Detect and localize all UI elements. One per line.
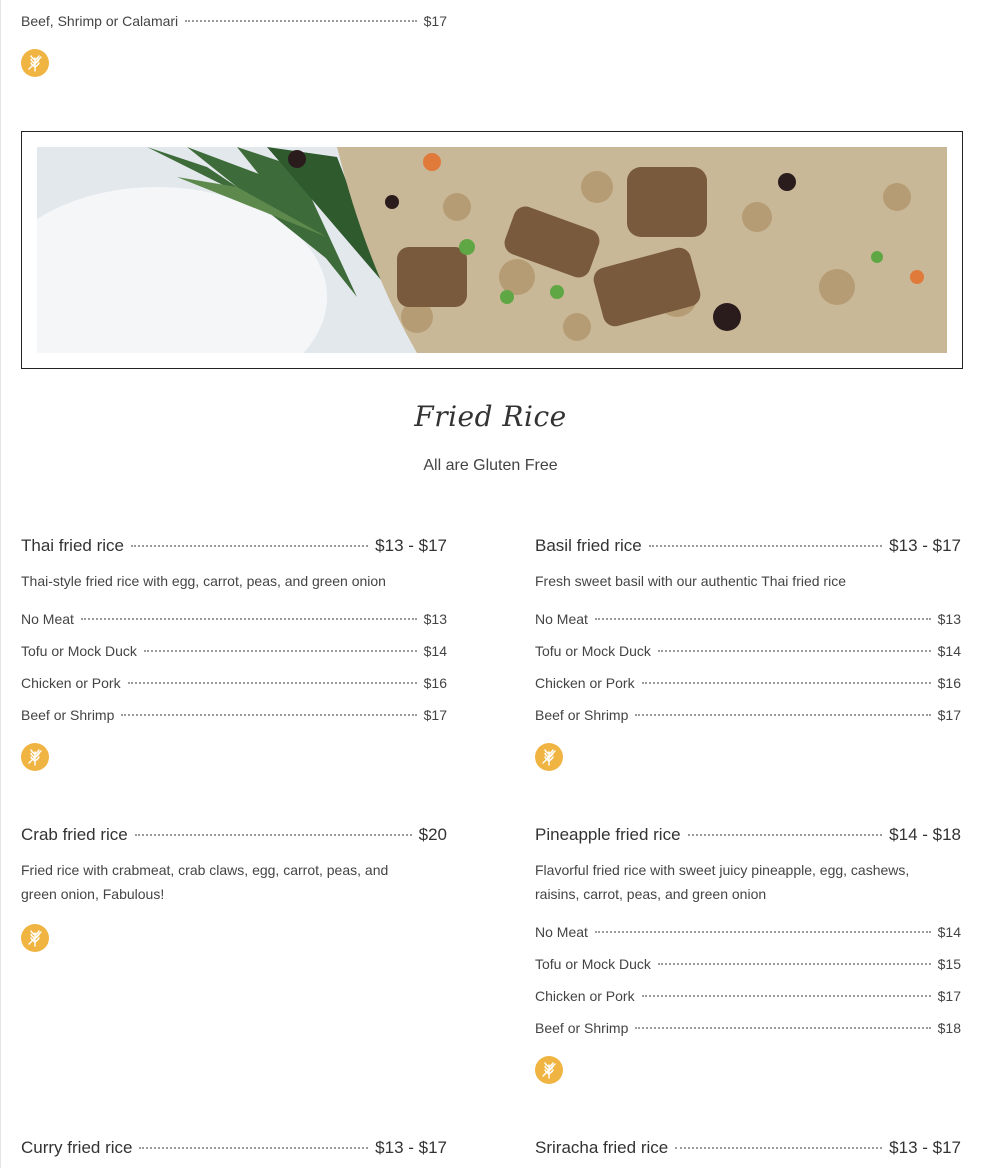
- option-name: Tofu or Mock Duck: [535, 956, 651, 972]
- dish-price: $13 - $17: [889, 1138, 961, 1157]
- menu-option-row: [535, 643, 961, 659]
- option-price: $17: [937, 988, 961, 1004]
- dot-leader: [635, 1027, 930, 1029]
- menu-option-row: [535, 988, 961, 1004]
- dish-heading: [535, 536, 961, 556]
- wheat-icon: [21, 743, 49, 771]
- dish-description: Fried rice with crabmeat, crab claws, egg, carrot, peas, and green onion, Fabulous!: [21, 862, 389, 902]
- dot-leader: [595, 618, 931, 620]
- option-name: Chicken or Pork: [535, 988, 635, 1004]
- section-title: Fried Rice: [414, 400, 567, 433]
- option-name: Chicken or Pork: [535, 675, 635, 691]
- option-price: $17: [937, 707, 961, 723]
- menu-option-row: [535, 956, 961, 972]
- dish-price: $14 - $18: [889, 825, 961, 844]
- option-price: $16: [423, 675, 447, 691]
- dot-leader: [635, 714, 930, 716]
- option-price: $17: [423, 707, 447, 723]
- wheat-icon: [21, 924, 49, 952]
- fried-rice-photo: [37, 147, 947, 353]
- option-name: No Meat: [535, 611, 588, 627]
- option-name: Beef or Shrimp: [21, 707, 115, 723]
- option-name: Tofu or Mock Duck: [535, 643, 651, 659]
- dish-description: Flavorful fried rice with sweet juicy pineapple, egg, cashews, raisins, carrot, peas, and green onion: [535, 862, 910, 902]
- option-name: Beef or Shrimp: [535, 707, 629, 723]
- page-left-border: [0, 0, 1, 1168]
- option-price: $17: [423, 13, 447, 29]
- dish-name: Crab fried rice: [21, 825, 128, 844]
- option-name: Beef, Shrimp or Calamari: [21, 13, 179, 29]
- option-name: No Meat: [535, 924, 588, 940]
- option-price: $14: [937, 924, 961, 940]
- dish-name: Curry fried rice: [21, 1138, 133, 1157]
- dish-price: $13 - $17: [375, 1138, 447, 1157]
- option-name: No Meat: [21, 611, 74, 627]
- menu-option-row: [535, 611, 961, 627]
- dot-leader: [675, 1147, 882, 1149]
- dot-leader: [642, 682, 931, 684]
- dot-leader: [121, 714, 416, 716]
- dot-leader: [131, 545, 368, 547]
- menu-option-row: [21, 611, 447, 627]
- menu-option-row: [535, 707, 961, 723]
- option-price: $16: [937, 675, 961, 691]
- dish-name: Pineapple fried rice: [535, 825, 681, 844]
- dish-name: Thai fried rice: [21, 536, 124, 555]
- dish-name: Sriracha fried rice: [535, 1138, 669, 1157]
- option-price: $13: [937, 611, 961, 627]
- menu-option-row: [535, 924, 961, 940]
- dot-leader: [642, 995, 931, 997]
- option-name: Chicken or Pork: [21, 675, 121, 691]
- option-name: Beef or Shrimp: [535, 1020, 629, 1036]
- dish-description: Thai-style fried rice with egg, carrot, peas, and green onion: [21, 573, 386, 589]
- wheat-icon: [535, 1056, 563, 1084]
- option-price: $18: [937, 1020, 961, 1036]
- dish-heading: [535, 825, 961, 845]
- dot-leader: [81, 618, 417, 620]
- dot-leader: [185, 20, 416, 22]
- wheat-icon: [535, 743, 563, 771]
- dot-leader: [139, 1147, 368, 1149]
- menu-option-row: [21, 643, 447, 659]
- dot-leader: [128, 682, 417, 684]
- dish-heading: [21, 536, 447, 556]
- section-subtitle: All are Gluten Free: [423, 457, 558, 474]
- dish-description: Fresh sweet basil with our authentic Thai fried rice: [535, 573, 846, 589]
- menu-option-row: [21, 707, 447, 723]
- dish-banner: [21, 131, 963, 369]
- dish-heading: [21, 825, 447, 845]
- dot-leader: [649, 545, 882, 547]
- dot-leader: [595, 931, 931, 933]
- dish-price: $13 - $17: [889, 536, 961, 555]
- dish-heading: [21, 1138, 447, 1158]
- option-price: $15: [937, 956, 961, 972]
- dot-leader: [135, 834, 412, 836]
- menu-option-row: [535, 675, 961, 691]
- dot-leader: [144, 650, 417, 652]
- dish-price: $13 - $17: [375, 536, 447, 555]
- dish-price: $20: [418, 825, 447, 844]
- option-price: $14: [937, 643, 961, 659]
- menu-option-row: [21, 675, 447, 691]
- menu-option-row: [21, 13, 447, 29]
- wheat-icon: [21, 49, 49, 77]
- dot-leader: [688, 834, 883, 836]
- option-price: $14: [423, 643, 447, 659]
- dish-heading: [535, 1138, 961, 1158]
- menu-option-row: [535, 1020, 961, 1036]
- dot-leader: [658, 963, 931, 965]
- option-name: Tofu or Mock Duck: [21, 643, 137, 659]
- dish-name: Basil fried rice: [535, 536, 642, 555]
- option-price: $13: [423, 611, 447, 627]
- dot-leader: [658, 650, 931, 652]
